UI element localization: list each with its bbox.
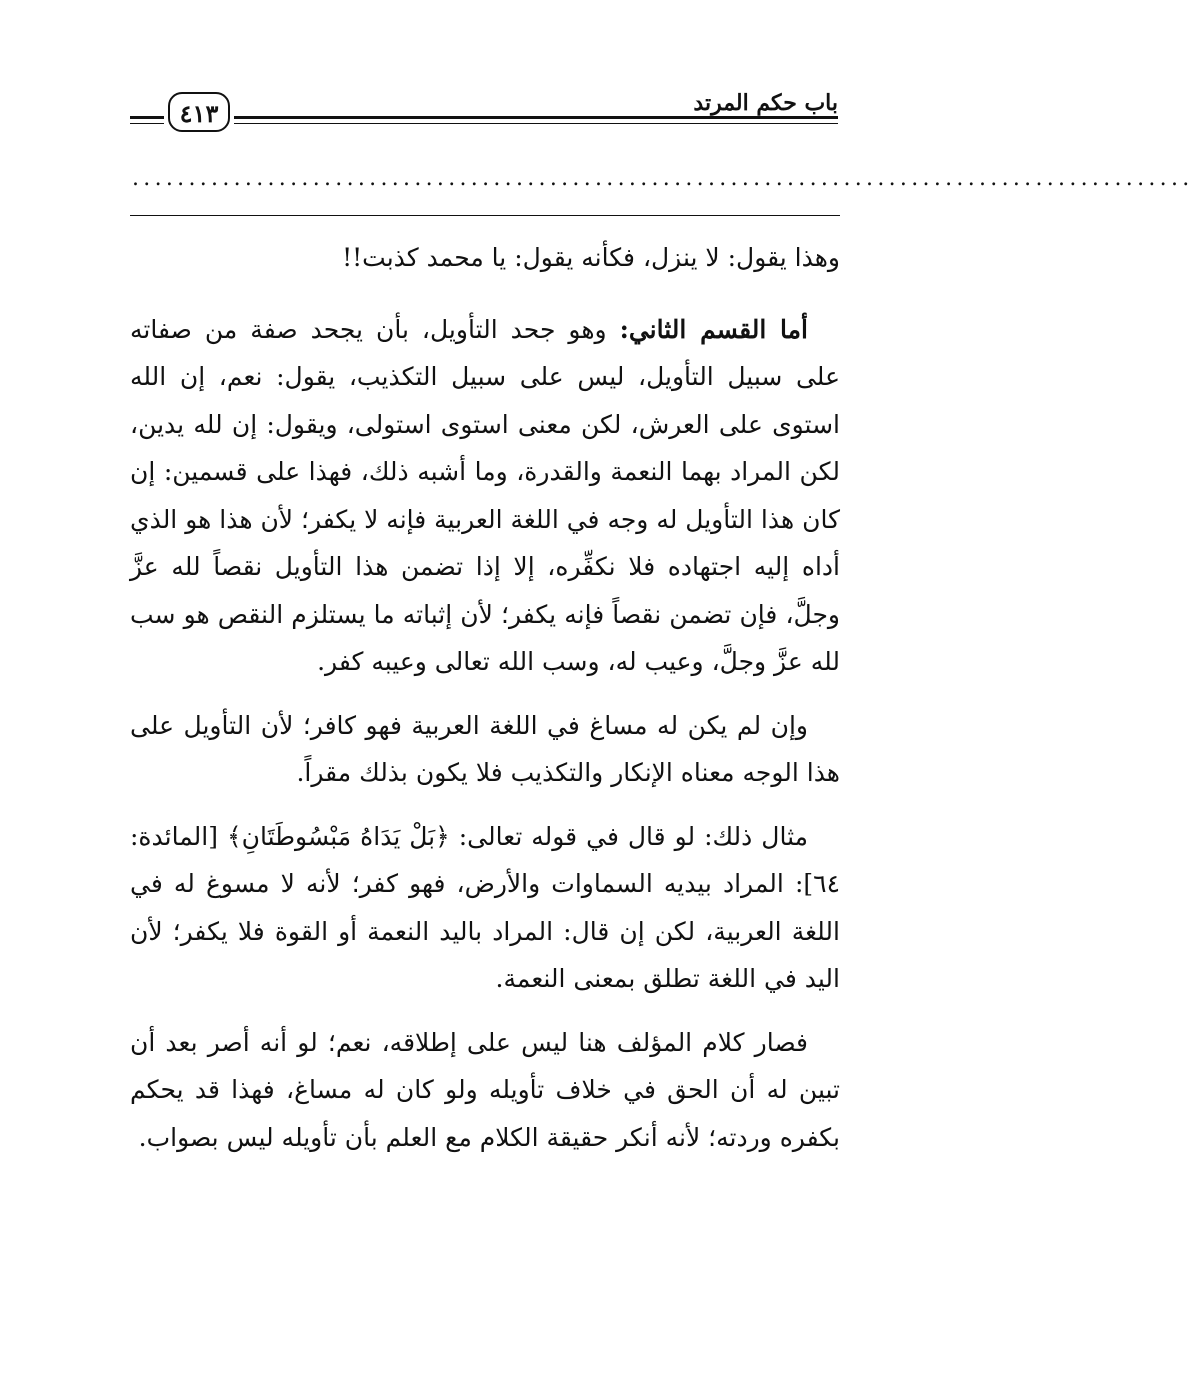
header-rule-right-thin — [234, 123, 838, 124]
paragraph-5: فصار كلام المؤلف هنا ليس على إطلاقه، نعم؛ لو أنه أصر بعد أن تبين له أن الحق في خلاف تأويله ولو كان له مساغ، فهذا قد يحكم بكفره وردته؛ لأنه أنكر حقيقة الكلام مع العلم بأن تأويله ليس بصواب. — [130, 1027, 840, 1152]
page-header — [130, 88, 838, 140]
page-number: ٤١٣ — [168, 92, 230, 132]
page-body — [130, 234, 840, 1177]
header-rule-left-thin — [130, 123, 164, 124]
section-divider — [130, 215, 840, 216]
paragraph-4: مثال ذلك: لو قال في قوله تعالى: ﴿بَلْ يَدَاهُ مَبْسُوطَتَانِ﴾ [المائدة: ٦٤]: المراد بيديه السماوات والأرض، فهو كفر؛ لأنه لا مسوغ له في اللغة العربية، لكن إن قال: المراد باليد النعمة أو القوة فلا يكفر؛ لأن اليد في اللغة تطلق بمعنى النعمة. — [130, 821, 840, 993]
chapter-title: باب حكم المرتد — [693, 90, 838, 116]
paragraph-2-text: وهو جحد التأويل، بأن يجحد صفة من صفاته على سبيل التأويل، ليس على سبيل التكذيب، يقول: نعم، إن الله استوى على العرش، لكن معنى استوى استولى، ويقول: إن لله يدين، لكن المراد بهما النعمة والقدرة، وما أشبه ذلك، فهذا على قسمين: إن كان هذا التأويل له وجه في اللغة العربية فإنه لا يكفر؛ لأن هذا هو الذي أداه إليه اجتهاده فلا نكفِّره، إلا إذا تضمن هذا التأويل نقصاً لله عزَّ وجلَّ، فإن تضمن نقصاً فإنه يكفر؛ لأن إثباته ما يستلزم النقص هو سب لله عزَّ وجلَّ، وعيب له، وسب الله تعالى وعيبه كفر. — [130, 314, 840, 676]
paragraph-2-lead: أما القسم الثاني: — [619, 314, 809, 344]
dotted-separator: .............................................................................................. — [132, 166, 1194, 191]
paragraph-3: وإن لم يكن له مساغ في اللغة العربية فهو كافر؛ لأن التأويل على هذا الوجه معناه الإنكار والتكذيب فلا يكون بذلك مقراً. — [130, 710, 840, 787]
header-rule-right — [234, 116, 838, 119]
paragraph-2 — [130, 306, 840, 686]
paragraph-1: وهذا يقول: لا ينزل، فكأنه يقول: يا محمد كذبت!! — [342, 243, 840, 272]
header-rule-left — [130, 116, 164, 119]
